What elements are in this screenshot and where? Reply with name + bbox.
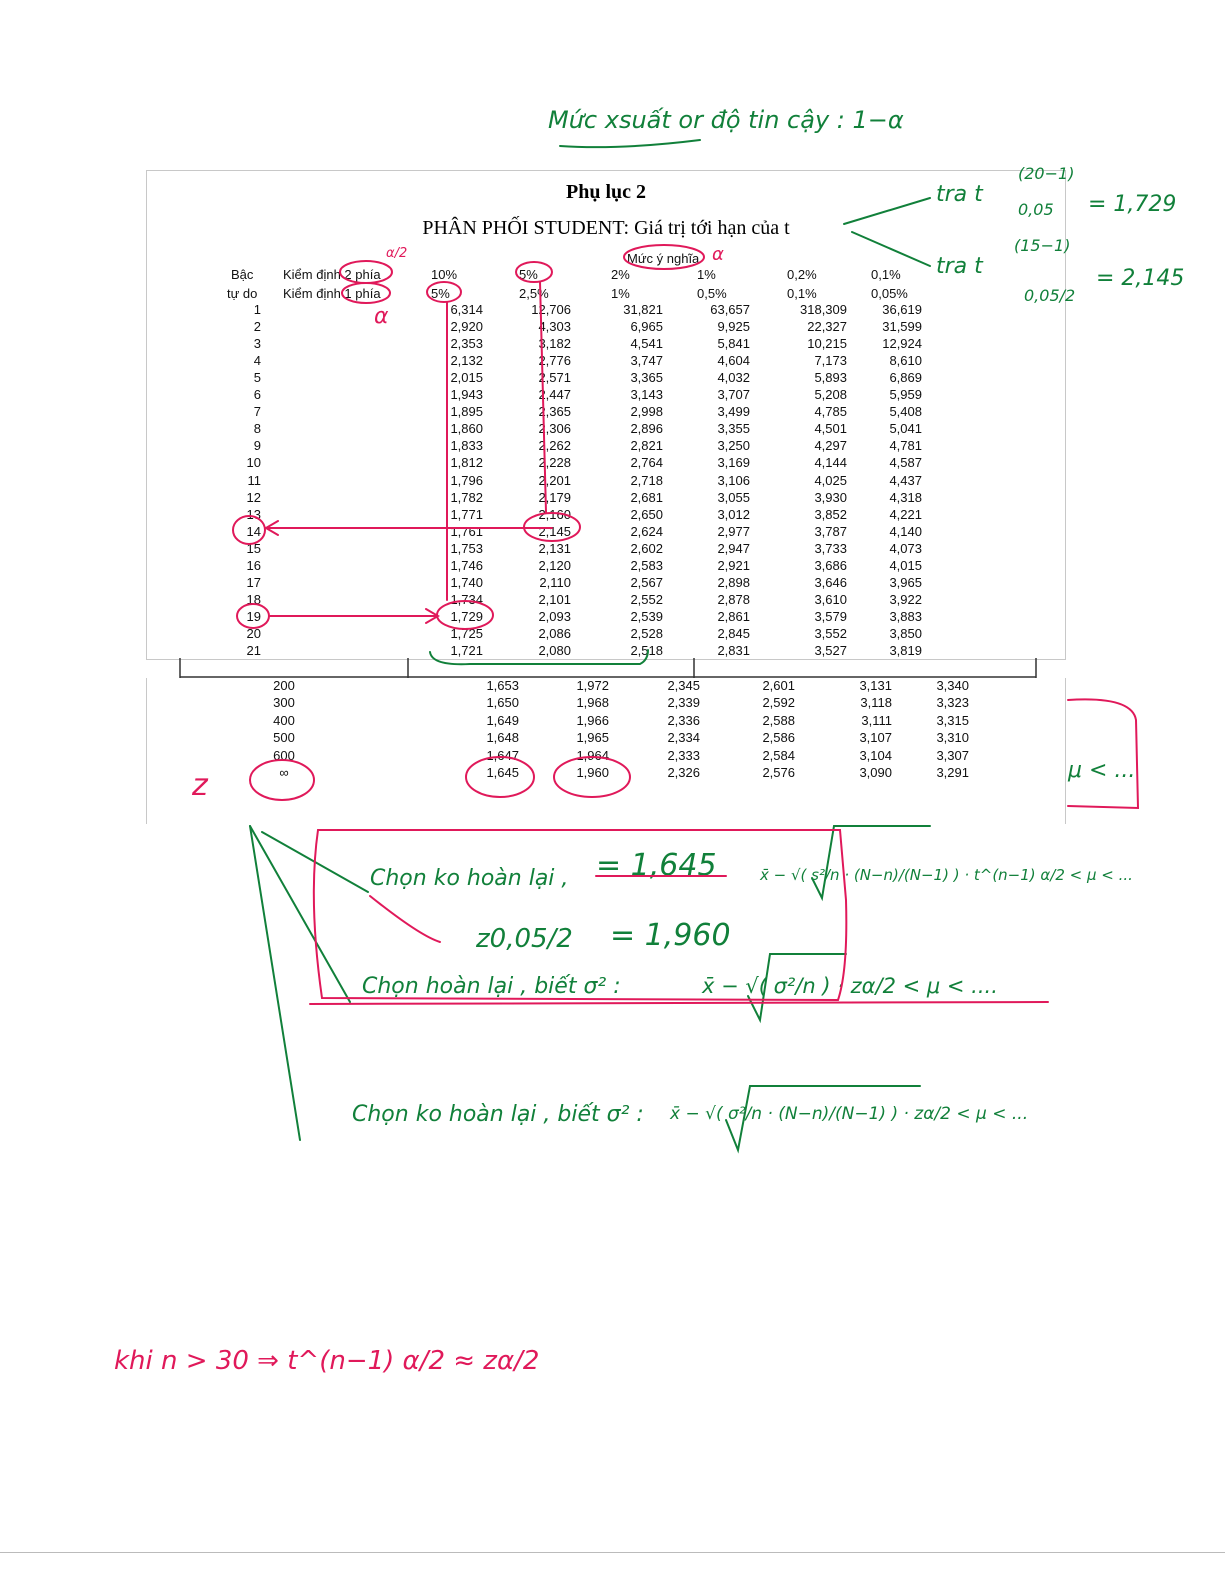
table-cell: 2,333 (667, 747, 700, 763)
table-cell: 1,964 (576, 747, 609, 763)
table-cell: 6,869 (889, 370, 922, 386)
circle-significance (624, 245, 704, 269)
one-sided-level: 2,5% (519, 286, 549, 301)
table-cell: 4,144 (814, 455, 847, 471)
circle-5pct-two (516, 262, 552, 282)
table-cell: 31,821 (623, 302, 663, 317)
table-cell: 2,921 (717, 557, 750, 573)
lookup1-label: tra t (936, 182, 983, 207)
table-cell: 1,650 (486, 695, 519, 711)
table-cell: 2,998 (630, 404, 663, 420)
table-cell: 3,315 (936, 712, 969, 728)
circle-df-19 (237, 604, 269, 628)
table-cell: 1,734 (450, 591, 483, 607)
lookup2-value: = 2,145 (1096, 266, 1185, 291)
lookup2-sup: (15−1) (1014, 236, 1071, 255)
table-cell: 5,208 (814, 387, 847, 403)
rect-right-top (1068, 699, 1138, 808)
circle-1645 (466, 757, 534, 797)
table-cell: 2,821 (630, 438, 663, 454)
table-cell: 3,107 (859, 730, 892, 746)
table-cell: 3,012 (717, 506, 750, 522)
column-bracket (430, 650, 648, 664)
table-cell: 9,925 (717, 319, 750, 335)
case2-z: z0,05/2 (476, 924, 573, 954)
table-cell: 10,215 (807, 336, 847, 352)
table-row-df: 15 (246, 540, 261, 556)
table-cell: 1,740 (450, 574, 483, 590)
table-cell: 4,587 (889, 455, 922, 471)
table-cell: 1,653 (486, 678, 519, 693)
table-row-df: 18 (246, 591, 261, 607)
table-cell: 4,318 (889, 489, 922, 505)
table-cell: 12,924 (882, 336, 922, 352)
table-cell: 3,355 (717, 421, 750, 437)
table-cell: 2,831 (717, 643, 750, 658)
formula-bracket-left (250, 826, 300, 1140)
table-cell: 1,645 (486, 765, 519, 780)
table-cell: 2,228 (538, 455, 571, 471)
table-row-df: 12 (246, 489, 261, 505)
table-cell: 3,787 (814, 523, 847, 539)
table-cell: 2,776 (538, 353, 571, 369)
table-cell: 1,812 (450, 455, 483, 471)
table-cell: 1,721 (450, 643, 483, 658)
one-sided-label: Kiểm định 1 phía (283, 286, 381, 301)
table-cell: 22,327 (807, 319, 847, 335)
two-sided-level: 5% (519, 267, 538, 282)
table-cell: 3,365 (630, 370, 663, 386)
right-cut-formula: μ < ... (1068, 758, 1136, 783)
table-cell: 2,977 (717, 523, 750, 539)
table-cell: 3,686 (814, 557, 847, 573)
table-cell: 3,610 (814, 591, 847, 607)
table-cell: 3,104 (859, 747, 892, 763)
table-row-df: 11 (247, 472, 261, 488)
one-sided-level: 0,5% (697, 286, 727, 301)
table-cell: 4,015 (889, 557, 922, 573)
case4-formula: x̄ − √( σ²/n · (N−n)/(N−1) ) · zα/2 < μ < ... (670, 1104, 1029, 1124)
table-row-df: 13 (246, 506, 261, 522)
table-cell: 63,657 (710, 302, 750, 317)
table-cell: 3,106 (717, 472, 750, 488)
table-cell: 4,221 (889, 506, 922, 522)
arrow-case2 (370, 896, 440, 942)
table-cell: 6,314 (450, 302, 483, 317)
page-footer-line (0, 1552, 1225, 1553)
table-cell: 3,852 (814, 506, 847, 522)
table-row-df: 16 (246, 557, 261, 573)
table-cell: 1,895 (450, 404, 483, 420)
table-cell: 3,131 (859, 678, 892, 693)
table-cell: 1,968 (576, 695, 609, 711)
table-cell: 3,111 (861, 712, 892, 728)
table-cell: 3,579 (814, 608, 847, 624)
table-cell: 2,845 (717, 625, 750, 641)
table-cell: 5,893 (814, 370, 847, 386)
table-cell: 4,437 (889, 472, 922, 488)
table-cell: 2,539 (630, 608, 663, 624)
table-cell: 2,101 (538, 591, 571, 607)
df-label-top: Bậc (231, 267, 254, 282)
table-cell: 3,090 (859, 765, 892, 780)
table-cell: 2,567 (630, 574, 663, 590)
table-cell: 5,041 (889, 421, 922, 437)
table-cell: 3,552 (814, 625, 847, 641)
case4-lead: Chọn ko hoàn lại , biết σ² : (352, 1102, 644, 1127)
table-cell: 2,764 (630, 455, 663, 471)
table-cell: 5,841 (717, 336, 750, 352)
significance-label: Mức ý nghĩa (627, 251, 700, 266)
table-cell: 3,118 (860, 695, 892, 711)
two-sided-level: 10% (431, 267, 458, 282)
table-cell: 6,965 (630, 319, 663, 335)
table-cell: 4,785 (814, 404, 847, 420)
table-cell: 2,650 (630, 506, 663, 522)
table-row-df: 19 (246, 608, 261, 624)
table-cell: 2,345 (667, 678, 700, 693)
one-sided-level: 5% (431, 286, 450, 301)
table-cell: 4,032 (717, 370, 750, 386)
table-cell: 5,408 (889, 404, 922, 420)
table-title: Phụ lục 2 (565, 181, 647, 203)
table-cell: 2,592 (762, 695, 795, 711)
table-cell: 3,527 (814, 643, 847, 658)
table-cell: 2,015 (450, 370, 483, 386)
lookup2-sub: 0,05/2 (1024, 286, 1076, 305)
table-row-df: 200 (273, 678, 295, 693)
table-cell: 1,966 (576, 712, 609, 728)
table-cell: 2,718 (630, 472, 663, 488)
table-cell: 318,309 (800, 302, 847, 317)
table-cell: 2,306 (538, 421, 571, 437)
case2-value: = 1,960 (610, 918, 731, 953)
table-cell: 2,201 (538, 472, 571, 488)
table-cell: 3,965 (889, 574, 922, 590)
underline-formula (310, 1002, 1048, 1004)
circle-infinity (250, 760, 314, 800)
table-row-df: 8 (253, 421, 261, 437)
table-cell: 3,143 (630, 387, 663, 403)
two-sided-level: 1% (697, 267, 716, 282)
table-cell: 4,297 (814, 438, 847, 454)
df-label-bottom: tự do (227, 286, 258, 301)
table-cell: 4,604 (717, 353, 750, 369)
table-cell: 1,725 (450, 625, 483, 641)
table-cell: 2,086 (538, 625, 571, 641)
table-row-df: 7 (253, 404, 261, 420)
table-cell: 1,649 (486, 712, 519, 728)
table-cell: 31,599 (882, 319, 922, 335)
table-cell: 3,922 (889, 591, 922, 607)
table-row-df: 5 (253, 370, 261, 386)
table-cell: 1,943 (450, 387, 483, 403)
table-cell: 2,583 (630, 557, 663, 573)
table-cell: 3,707 (717, 387, 750, 403)
table-cell: 4,073 (889, 540, 922, 556)
two-sided-label: Kiểm định 2 phía (283, 267, 381, 282)
lookup1-sub: 0,05 (1018, 200, 1054, 219)
table-cell: 2,947 (717, 540, 750, 556)
table-cell: 3,850 (889, 625, 922, 641)
table-row-df: 21 (246, 643, 261, 658)
table-cell: 1,761 (450, 523, 483, 539)
table-cell: 3,733 (814, 540, 847, 556)
table-cell: 2,447 (538, 387, 571, 403)
table-row-df: 9 (253, 438, 261, 454)
table-cell: 2,601 (762, 678, 795, 693)
table-row-df: 3 (253, 336, 261, 352)
case1-formula: x̄ − √( s²/n · (N−n)/(N−1) ) · t^(n−1) α/2 < μ < ... (760, 866, 1133, 884)
table-cell: 7,173 (814, 353, 847, 369)
table-cell: 1,729 (450, 608, 483, 624)
top-note-underline (560, 140, 700, 147)
table-cell: 2,681 (630, 489, 663, 505)
table-cell: 4,541 (630, 336, 663, 352)
table-cell: 4,501 (814, 421, 847, 437)
table-cell: 2,145 (538, 523, 571, 539)
case3-lead: Chọn hoàn lại , biết σ² : (362, 974, 621, 999)
table-cell: 3,055 (717, 489, 750, 505)
one-sided-level: 1% (611, 286, 630, 301)
table-cell: 3,747 (630, 353, 663, 369)
table-cell: 2,131 (538, 540, 571, 556)
table-cell: 1,647 (486, 747, 519, 763)
table-row-df: 6 (253, 387, 261, 403)
table-row-df: ∞ (279, 765, 289, 780)
lookup1-value: = 1,729 (1088, 192, 1177, 217)
table-cell: 1,753 (450, 540, 483, 556)
table-cell: 3,291 (936, 765, 969, 780)
alpha-half-note: α/2 (386, 246, 408, 261)
table-cell: 3,310 (936, 730, 969, 746)
case1-value: = 1,645 (596, 848, 717, 883)
table-cell: 1,771 (450, 506, 483, 522)
table-cell: 2,878 (717, 591, 750, 607)
table-cell: 2,588 (762, 712, 795, 728)
table-cell: 2,353 (450, 336, 483, 352)
table-cell: 3,182 (538, 336, 571, 352)
table-cell: 2,365 (538, 404, 571, 420)
table-row-df: 1 (253, 302, 261, 317)
table-cell: 2,518 (630, 643, 663, 658)
table-cell: 3,930 (814, 489, 847, 505)
table-cell: 1,796 (450, 472, 483, 488)
table-cell: 4,025 (814, 472, 847, 488)
table-row-df: 14 (246, 523, 261, 539)
track-2p5pct (540, 282, 546, 512)
table-cell: 2,120 (538, 557, 571, 573)
table-cell: 3,323 (936, 695, 969, 711)
table-cell: 1,782 (450, 489, 483, 505)
one-sided-level: 0,05% (871, 286, 908, 301)
lookup1-sup: (20−1) (1018, 164, 1075, 183)
table-cell: 1,833 (450, 438, 483, 454)
table-cell: 1,960 (576, 765, 609, 780)
table-cell: 2,920 (450, 319, 483, 335)
table-cell: 2,584 (762, 747, 795, 763)
circle-5pct-one (427, 282, 461, 302)
table-cell: 2,602 (630, 540, 663, 556)
one-sided-level: 0,1% (787, 286, 817, 301)
table-cell: 2,132 (450, 353, 483, 369)
table-row-df: 400 (273, 712, 295, 728)
table-row-df: 500 (273, 730, 295, 746)
table-cell: 1,746 (450, 557, 483, 573)
table-cell: 3,646 (814, 574, 847, 590)
table-cell: 2,160 (538, 506, 571, 522)
table-row-df: 600 (273, 747, 295, 763)
lookup2-label: tra t (936, 254, 983, 279)
case3-formula: x̄ − √( σ²/n ) · zα/2 < μ < .... (702, 974, 998, 998)
table-row-df: 10 (246, 455, 261, 471)
table-cell: 3,883 (889, 608, 922, 624)
table-row-df: 20 (246, 625, 261, 641)
table-cell: 1,648 (486, 730, 519, 746)
table-cell: 2,080 (538, 643, 571, 658)
circle-one-sided (342, 283, 390, 303)
table-cell: 2,571 (538, 370, 571, 386)
table-cell: 3,307 (936, 747, 969, 763)
table-cell: 3,819 (889, 643, 922, 658)
table-cell: 2,898 (717, 574, 750, 590)
table-cell: 2,326 (667, 765, 700, 780)
table-row-df: 17 (246, 574, 261, 590)
table-cell: 2,262 (538, 438, 571, 454)
table-subtitle: PHÂN PHỐI STUDENT: Giá trị tới hạn của t (422, 217, 790, 239)
table-cell: 1,860 (450, 421, 483, 437)
table-cell: 2,861 (717, 608, 750, 624)
table-cell: 8,610 (889, 353, 922, 369)
table-cell: 2,093 (538, 608, 571, 624)
table-cell: 2,552 (630, 591, 663, 607)
sqrt-sign-3 (726, 1086, 920, 1150)
table-cell: 3,250 (717, 438, 750, 454)
two-sided-level: 0,1% (871, 267, 901, 282)
z-note: z (192, 768, 208, 803)
table-cell: 1,965 (576, 730, 609, 746)
sqrt-sign-2 (748, 954, 846, 1020)
table-cell: 4,303 (538, 319, 571, 335)
table-cell: 2,334 (667, 730, 700, 746)
table-row-df: 300 (273, 695, 295, 711)
arrow-19 (269, 609, 438, 623)
table-cell: 2,179 (538, 489, 571, 505)
table-cell: 2,576 (762, 765, 795, 780)
table-cell: 2,110 (539, 574, 571, 590)
table-cell: 36,619 (882, 302, 922, 317)
table-cell: 2,336 (667, 712, 700, 728)
sqrt-sign-1 (812, 826, 930, 898)
circle-df-14 (233, 516, 265, 544)
table-cell: 2,339 (667, 695, 700, 711)
table-cell: 2,586 (762, 730, 795, 746)
alpha-significance-note: α (712, 244, 724, 265)
table-cell: 3,340 (936, 678, 969, 693)
case1-lead: Chọn ko hoàn lại , (370, 866, 569, 891)
table-cell: 5,959 (889, 387, 922, 403)
table-cell: 2,624 (630, 523, 663, 539)
table-cell: 12,706 (531, 302, 571, 317)
table-cell: 1,972 (576, 678, 609, 693)
lookup-arrow-upper (844, 198, 930, 224)
two-sided-level: 0,2% (787, 267, 817, 282)
table-cell: 2,528 (630, 625, 663, 641)
lookup-arrow-lower (852, 232, 930, 266)
two-sided-level: 2% (611, 267, 630, 282)
table-cell: 3,499 (717, 404, 750, 420)
circle-1729 (437, 601, 493, 629)
alpha-note: α (374, 304, 389, 329)
table-row-df: 2 (253, 319, 261, 335)
large-n-note: khi n > 30 ⇒ t^(n−1) α/2 ≈ zα/2 (114, 1346, 540, 1376)
table-cell: 3,169 (717, 455, 750, 471)
circle-two-sided (340, 261, 392, 283)
table-cell: 4,781 (889, 438, 922, 454)
table-cell: 4,140 (889, 523, 922, 539)
table-cell: 2,896 (630, 421, 663, 437)
arrow-14 (266, 521, 552, 535)
note-confidence-level: Mức xsuất or độ tin cậy : 1−α (548, 106, 904, 134)
table-row-df: 4 (253, 353, 261, 369)
circle-1960 (554, 757, 630, 797)
